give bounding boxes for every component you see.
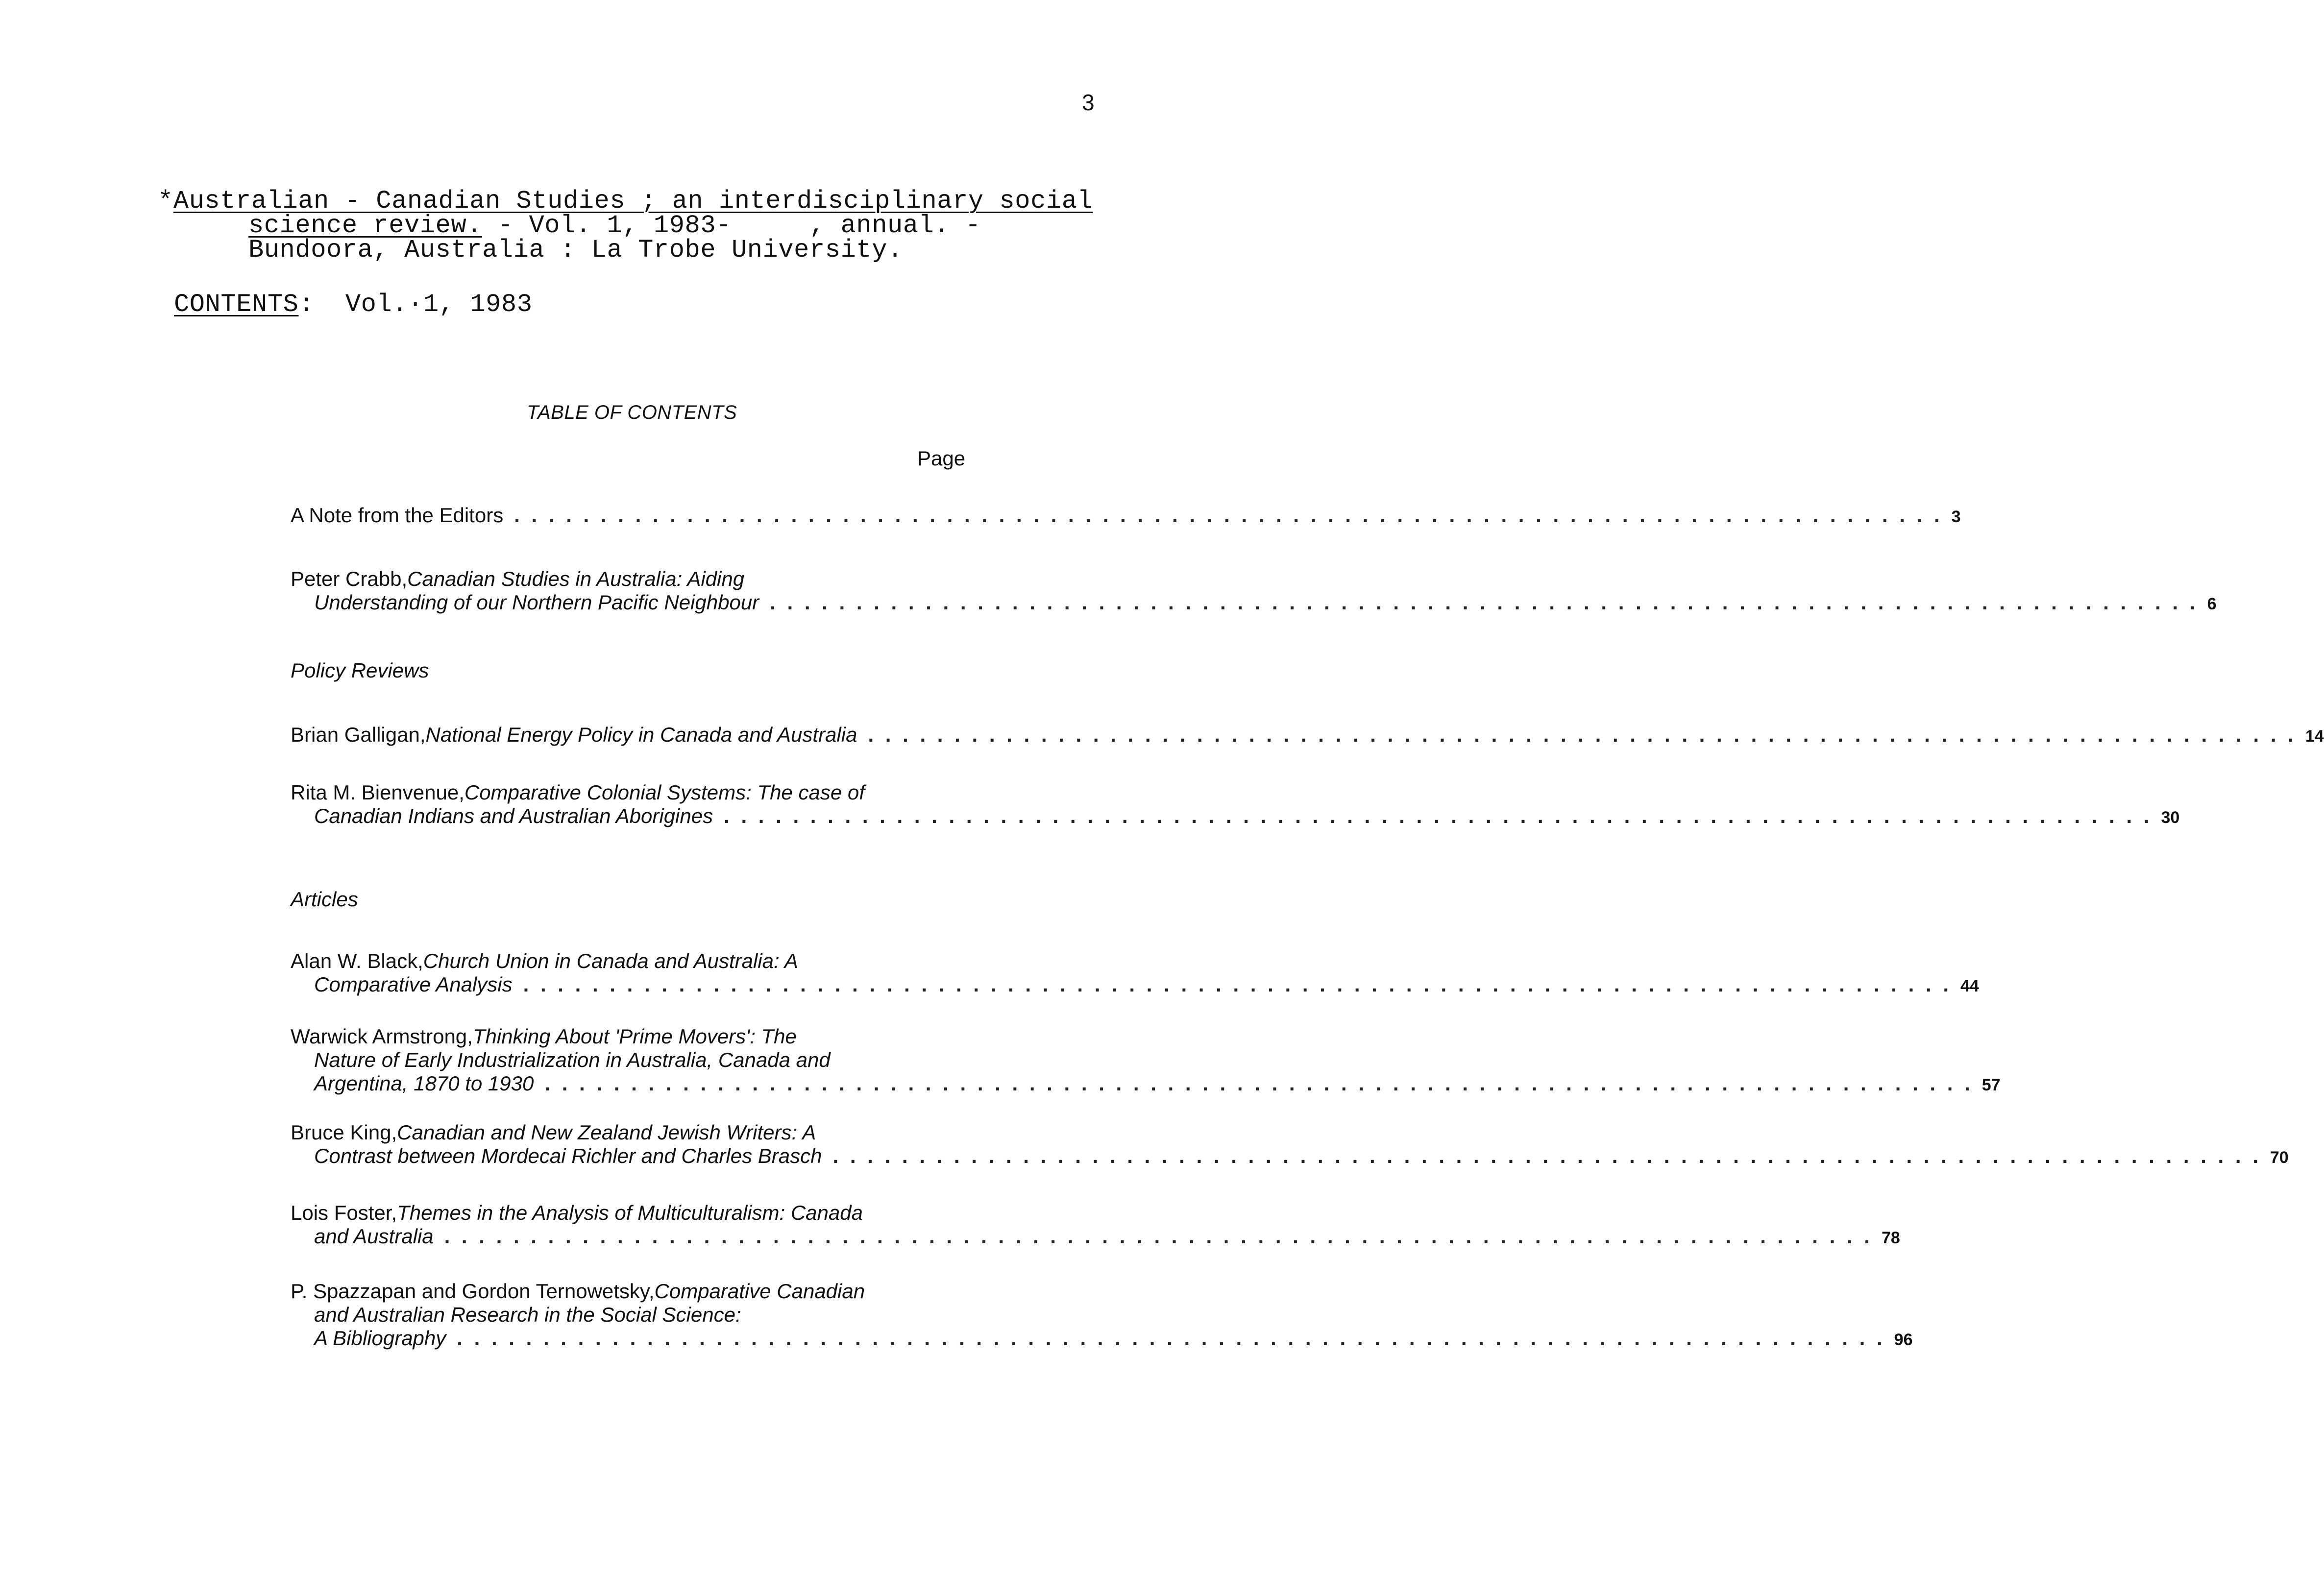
- toc-entry-title: Comparative Colonial Systems: The case of: [464, 781, 865, 804]
- contents-value: Vol.·1, 1983: [314, 290, 533, 319]
- toc-entry-title-cont: Nature of Early Industrialization in Australia, Canada and: [314, 1048, 831, 1071]
- page-number: 3: [1082, 90, 1095, 115]
- contents-colon: :: [298, 290, 315, 319]
- toc-entry-author: A Note from the Editors: [291, 504, 504, 527]
- toc-entry-author: Warwick Armstrong,: [291, 1025, 473, 1048]
- catalog-record: [158, 189, 1093, 263]
- toc-entry-page: 30: [2161, 808, 2180, 827]
- toc-entry-author: P. Spazzapan and Gordon Ternowetsky,: [291, 1280, 655, 1303]
- toc-entry-page: 3: [1951, 508, 1961, 526]
- contents-label: CONTENTS: [174, 290, 299, 319]
- catalog-volume-info: - Vol. 1, 1983- , annual. -: [482, 211, 981, 240]
- toc-entry-title: National Energy Policy in Canada and Australia: [425, 723, 857, 746]
- toc-entry-title: Canadian Studies in Australia: Aiding: [407, 567, 745, 590]
- toc-entry-author: Peter Crabb,: [291, 567, 408, 590]
- toc-entry: [291, 504, 1961, 527]
- toc-entry-page: 96: [1894, 1330, 1913, 1349]
- catalog-line-1: [158, 189, 1093, 214]
- section-heading-articles: Articles: [291, 888, 358, 911]
- leader-dots: . . . . . . . . . . . . . . . . . . . . . . . . . . . . . . . . . . . . . . . . . . . . . . . . . . . . . . . . . . . . . . . . . . . . . . . . . . . . . . . . . . .: [544, 1072, 1973, 1095]
- toc-entry-title: Themes in the Analysis of Multiculturalism: Canada: [397, 1201, 863, 1224]
- toc-entry-title-cont: Understanding of our Northern Pacific Neighbour: [314, 591, 759, 614]
- toc-entry-author: Bruce King,: [291, 1121, 397, 1144]
- toc-entry: [291, 567, 2217, 614]
- catalog-title-part-1: Australian - Canadian Studies ; an interdisciplinary social: [173, 187, 1093, 216]
- toc-entry-title-cont: and Australia: [314, 1225, 434, 1248]
- toc-entry-author: Alan W. Black,: [291, 949, 423, 972]
- toc-entry-title-cont: and Australian Research in the Social Science:: [314, 1303, 741, 1326]
- toc-entry: [291, 723, 2324, 747]
- leader-dots: . . . . . . . . . . . . . . . . . . . . . . . . . . . . . . . . . . . . . . . . . . . . . . . . . . . . . . . . . . . . . . . . . . . . . . . . . . . . . . . . . . .: [868, 723, 2297, 746]
- toc-entry: [291, 1121, 2289, 1168]
- toc-entry: [291, 1025, 2001, 1095]
- asterisk: *: [158, 187, 173, 216]
- toc-entry-title: Comparative Canadian: [654, 1280, 865, 1303]
- toc-entry-page: 78: [1881, 1229, 1900, 1247]
- contents-line: [174, 290, 533, 319]
- toc-entry-page: 14: [2305, 727, 2324, 746]
- leader-dots: . . . . . . . . . . . . . . . . . . . . . . . . . . . . . . . . . . . . . . . . . . . . . . . . . . . . . . . . . . . . . . . . . . . . . . . . . . . . . . . . . . .: [832, 1144, 2261, 1167]
- toc-entry-page: 44: [1960, 977, 1979, 995]
- toc-title: TABLE OF CONTENTS: [527, 402, 737, 423]
- toc-entry-page: 70: [2270, 1148, 2289, 1167]
- toc-entry: [291, 949, 1979, 996]
- section-heading-policy-reviews: Policy Reviews: [291, 659, 429, 682]
- leader-dots: . . . . . . . . . . . . . . . . . . . . . . . . . . . . . . . . . . . . . . . . . . . . . . . . . . . . . . . . . . . . . . . . . . . . . . . . . . . . . . . . . . .: [457, 1327, 1885, 1350]
- toc-entry-title: Thinking About 'Prime Movers': The: [472, 1025, 797, 1048]
- toc-entry-page: 57: [1982, 1076, 2001, 1094]
- leader-dots: . . . . . . . . . . . . . . . . . . . . . . . . . . . . . . . . . . . . . . . . . . . . . . . . . . . . . . . . . . . . . . . . . . . . . . . . . . . . . . . . . . .: [724, 804, 2153, 827]
- toc-entry: [291, 1280, 1913, 1350]
- toc-entry-author: Lois Foster,: [291, 1201, 397, 1224]
- catalog-line-2: [158, 211, 1093, 240]
- toc-entry-page: 6: [2207, 595, 2217, 613]
- toc-entry-author: Rita M. Bienvenue,: [291, 781, 465, 804]
- toc-entry: [291, 781, 2180, 828]
- toc-entry-author: Brian Galligan,: [291, 723, 426, 746]
- leader-dots: . . . . . . . . . . . . . . . . . . . . . . . . . . . . . . . . . . . . . . . . . . . . . . . . . . . . . . . . . . . . . . . . . . . . . . . . . . . . . . . . . . .: [523, 973, 1952, 996]
- leader-dots: . . . . . . . . . . . . . . . . . . . . . . . . . . . . . . . . . . . . . . . . . . . . . . . . . . . . . . . . . . . . . . . . . . . . . . . . . . . . . . . . . . .: [444, 1225, 1873, 1248]
- toc-entry-title-cont: Comparative Analysis: [314, 973, 513, 996]
- leader-dots: . . . . . . . . . . . . . . . . . . . . . . . . . . . . . . . . . . . . . . . . . . . . . . . . . . . . . . . . . . . . . . . . . . . . . . . . . . . . . . . . . . .: [514, 504, 1943, 527]
- catalog-title-part-2: science review.: [248, 211, 483, 240]
- toc-entry-title-cont: Argentina, 1870 to 1930: [314, 1072, 534, 1095]
- catalog-line-3: Bundoora, Australia : La Trobe University.: [248, 236, 903, 265]
- toc-entry: [291, 1201, 1900, 1248]
- toc-entry-title-cont: Contrast between Mordecai Richler and Charles Brasch: [314, 1144, 822, 1167]
- page-column-label: Page: [917, 447, 966, 470]
- toc-entry-title: Church Union in Canada and Australia: A: [423, 949, 798, 972]
- toc-entry-title: Canadian and New Zealand Jewish Writers: A: [397, 1121, 816, 1144]
- leader-dots: . . . . . . . . . . . . . . . . . . . . . . . . . . . . . . . . . . . . . . . . . . . . . . . . . . . . . . . . . . . . . . . . . . . . . . . . . . . . . . . . . . .: [770, 591, 2199, 614]
- toc-entry-title-cont: Canadian Indians and Australian Aborigines: [314, 804, 713, 827]
- toc-entry-title-cont: A Bibliography: [314, 1327, 446, 1350]
